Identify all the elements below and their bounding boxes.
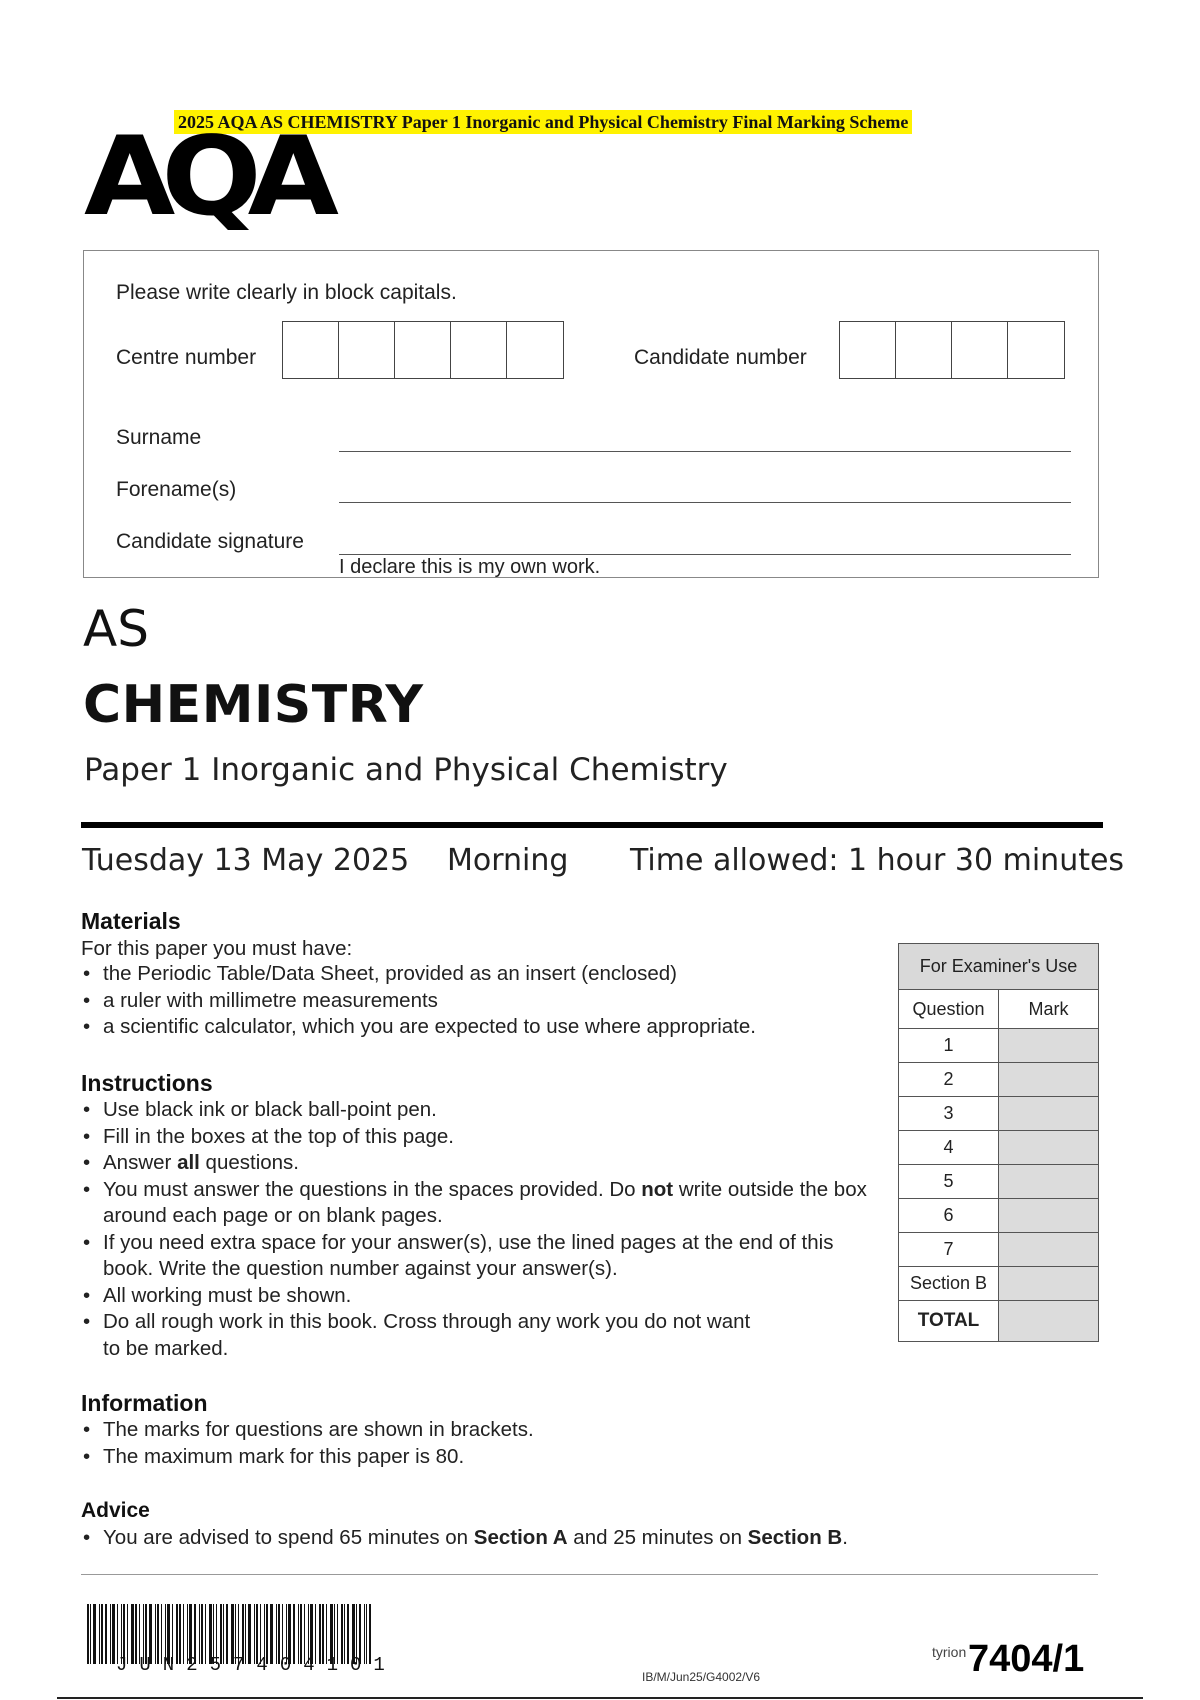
- barcode-bar: [93, 1604, 96, 1664]
- text-run: Answer: [103, 1151, 178, 1174]
- own-work-declaration: I declare this is my own work.: [339, 556, 601, 578]
- materials-heading: Materials: [81, 908, 181, 934]
- candidate-details-box: [83, 250, 1099, 578]
- mark-cell[interactable]: [999, 1131, 1099, 1165]
- paper-code: 7404/1: [968, 1638, 1085, 1680]
- table-row: [899, 1199, 1099, 1233]
- mark-cell[interactable]: [999, 1097, 1099, 1131]
- list-item: • the Periodic Table/Data Sheet, provided as an insert (enclosed): [81, 961, 881, 988]
- information-list: [81, 1417, 881, 1470]
- information-heading: Information: [81, 1390, 208, 1416]
- emphasis: Section B: [747, 1526, 843, 1549]
- mark-cell[interactable]: [999, 1029, 1099, 1063]
- list-item: • All working must be shown.: [81, 1283, 871, 1310]
- table-row: [899, 1131, 1099, 1165]
- candidate-number-digit-1[interactable]: [840, 322, 896, 378]
- barcode-bar: [90, 1604, 91, 1664]
- title-divider: [81, 822, 1103, 828]
- question-cell: 7: [899, 1233, 999, 1267]
- mark-cell[interactable]: [999, 1063, 1099, 1097]
- reference-code: IB/M/Jun25/G4002/V6: [642, 1670, 761, 1684]
- centre-number-digit-1[interactable]: [283, 322, 339, 378]
- question-cell: 4: [899, 1131, 999, 1165]
- text-run: .: [842, 1526, 848, 1549]
- barcode-bar: [105, 1604, 107, 1664]
- table-row: [899, 1301, 1099, 1342]
- forename-label: Forename(s): [116, 478, 237, 501]
- text-run: questions.: [199, 1151, 300, 1174]
- centre-number-digit-5[interactable]: [507, 322, 563, 378]
- list-item: [81, 1150, 871, 1177]
- exam-date: Tuesday 13 May 2025: [82, 843, 410, 878]
- list-item: [81, 1177, 871, 1230]
- barcode-bar: [110, 1604, 111, 1664]
- signature-field[interactable]: [339, 554, 1071, 555]
- text-run: and 25 minutes on: [567, 1526, 748, 1549]
- forename-field[interactable]: [339, 502, 1071, 503]
- examiner-table-title: For Examiner's Use: [899, 944, 1099, 990]
- page-bottom-rule: [57, 1697, 1143, 1699]
- table-row: [899, 1165, 1099, 1199]
- question-cell: 5: [899, 1165, 999, 1199]
- candidate-number-digit-4[interactable]: [1008, 322, 1064, 378]
- question-cell: 1: [899, 1029, 999, 1063]
- advice-list: [81, 1525, 981, 1552]
- mark-column-header: Mark: [999, 990, 1099, 1029]
- table-row: [899, 1063, 1099, 1097]
- barcode-bar: [112, 1604, 115, 1664]
- signature-label: Candidate signature: [116, 530, 304, 553]
- centre-number-digit-2[interactable]: [339, 322, 395, 378]
- question-cell: Section B: [899, 1267, 999, 1301]
- barcode-text: JUN257404101: [116, 1654, 397, 1676]
- barcode-bar: [101, 1604, 103, 1664]
- emphasis: all: [177, 1151, 200, 1174]
- list-item: • a scientific calculator, which you are expected to use where appropriate.: [81, 1014, 881, 1041]
- question-column-header: Question: [899, 990, 999, 1029]
- text-run: You are advised to spend 65 minutes on: [103, 1526, 474, 1549]
- block-capitals-instruction: Please write clearly in block capitals.: [116, 281, 457, 304]
- centre-number-label: Centre number: [116, 346, 257, 369]
- centre-number-digit-4[interactable]: [451, 322, 507, 378]
- emphasis: Section A: [473, 1526, 568, 1549]
- aqa-logo: AQA: [84, 112, 325, 240]
- examiner-use-table: [898, 943, 1099, 1342]
- surname-field[interactable]: [339, 451, 1071, 452]
- list-item: • Fill in the boxes at the top of this page.: [81, 1124, 871, 1151]
- list-item: [81, 1525, 981, 1552]
- list-item: • a ruler with millimetre measurements: [81, 988, 881, 1015]
- table-row: [899, 1267, 1099, 1301]
- text-run: You must answer the questions in the spaces provided. Do: [103, 1177, 642, 1201]
- exam-session: Morning: [447, 843, 569, 878]
- candidate-number-digit-2[interactable]: [896, 322, 952, 378]
- table-row: [899, 1233, 1099, 1267]
- candidate-number-boxes: [839, 321, 1065, 379]
- mark-cell[interactable]: [999, 1199, 1099, 1233]
- instructions-list: [81, 1097, 871, 1362]
- time-allowed: Time allowed: 1 hour 30 minutes: [630, 843, 1125, 878]
- list-item: • The marks for questions are shown in brackets.: [81, 1417, 881, 1444]
- mark-cell[interactable]: [999, 1165, 1099, 1199]
- question-cell: 2: [899, 1063, 999, 1097]
- list-item: • If you need extra space for your answer(s), use the lined pages at the end of this book. Write the question number against your answer(s).: [81, 1230, 871, 1283]
- surname-label: Surname: [116, 426, 202, 449]
- advice-heading: Advice: [81, 1499, 150, 1522]
- mark-cell[interactable]: [999, 1233, 1099, 1267]
- mark-cell[interactable]: [999, 1267, 1099, 1301]
- instructions-heading: Instructions: [81, 1070, 213, 1096]
- subject-title: CHEMISTRY: [83, 675, 424, 735]
- materials-list: [81, 961, 881, 1041]
- qualification-level: AS: [83, 600, 149, 658]
- question-cell: 3: [899, 1097, 999, 1131]
- document-title-banner: 2025 AQA AS CHEMISTRY Paper 1 Inorganic and Physical Chemistry Final Marking Scheme: [174, 110, 912, 134]
- total-label: TOTAL: [899, 1301, 999, 1342]
- text-run: write outside the box around each page or on blank pages.: [103, 1177, 867, 1227]
- materials-intro: For this paper you must have:: [81, 937, 353, 960]
- table-row: [899, 1097, 1099, 1131]
- list-item: • The maximum mark for this paper is 80.: [81, 1444, 881, 1471]
- question-cell: 6: [899, 1199, 999, 1233]
- watermark-text: tyrion: [932, 1644, 967, 1660]
- list-item: • Do all rough work in this book. Cross through any work you do not want to be marked.: [81, 1309, 763, 1362]
- table-row: [899, 1029, 1099, 1063]
- total-mark-cell[interactable]: [999, 1301, 1099, 1342]
- emphasis: not: [641, 1177, 674, 1201]
- candidate-number-digit-3[interactable]: [952, 322, 1008, 378]
- centre-number-digit-3[interactable]: [395, 322, 451, 378]
- centre-number-boxes: [282, 321, 564, 379]
- barcode-bar: [87, 1604, 89, 1664]
- footer-divider: [81, 1574, 1098, 1575]
- barcode-bar: [99, 1604, 100, 1664]
- candidate-number-label: Candidate number: [634, 346, 807, 369]
- paper-title: Paper 1 Inorganic and Physical Chemistry: [84, 752, 728, 788]
- list-item: • Use black ink or black ball-point pen.: [81, 1097, 871, 1124]
